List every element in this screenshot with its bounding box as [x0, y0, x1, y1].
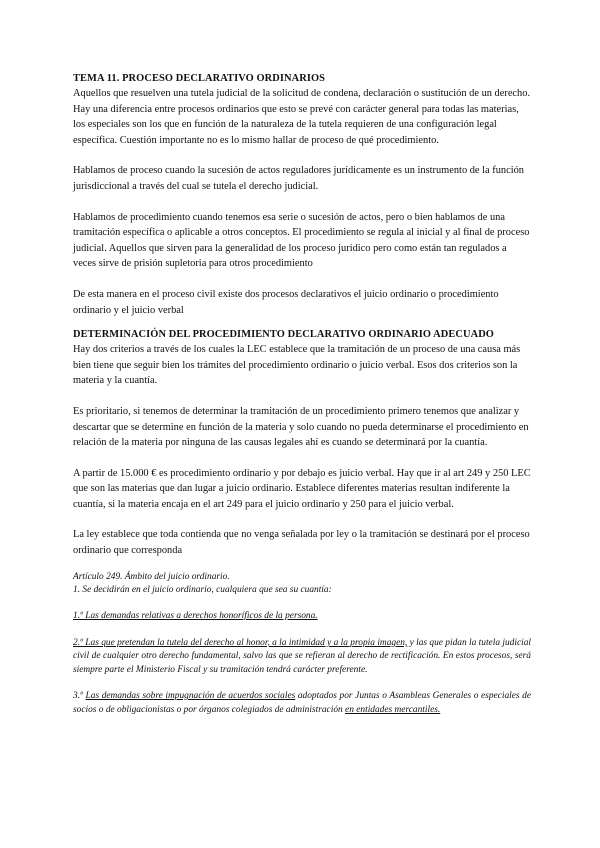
paragraph-definition: Aquellos que resuelven una tutela judicial de la solicitud de condena, declaración o sustitución de un derecho.	[73, 88, 531, 99]
paragraph-proceso: Hablamos de proceso cuando la sucesión de actos reguladores jurídicamente es un instrumento de la función jurisdiccional a través del cual se tutela el derecho judicial.	[73, 165, 524, 192]
section-title-determinacion: DETERMINACIÓN DEL PROCEDIMIENTO DECLARATIVO ORDINARIO ADECUADO	[73, 329, 494, 341]
article-249-heading: Artículo 249. Ámbito del juicio ordinario.	[73, 571, 230, 582]
paragraph-declarative-processes: De esta manera en el proceso civil existe dos procesos declarativos el juicio ordinario o procedimiento ordinario y el juicio verbal	[73, 288, 499, 316]
article-249-item-2-underlined: 2.º Las que pretendan la tutela del derecho al honor, a la intimidad y a la propia imagen,	[73, 637, 408, 648]
section-title-tema-11: TEMA 11. PROCESO DECLARATIVO ORDINARIOS	[73, 73, 326, 84]
article-249-item-3-text: adoptados por Juntas o Asambleas Generales o especiales de socios o de obligacionistas o por órganos colegiados de administración	[73, 691, 532, 715]
article-249-item-3-underlined-end: en entidades mercantiles.	[345, 704, 441, 715]
paragraph-procedimiento: Hablamos de procedimiento cuando tenemos esa serie o sucesión de actos, pero o bien hablamos de una tramitación específica o aplicable a otros conceptos. El procedimiento se regula al inicial y al final de proceso judicial. Aquellos que sirven para la generalidad de los proceso jurídico pero como están tan regulados a veces sirve de prisión supletoria para otros procedimiento	[73, 211, 530, 270]
article-249-item-2-text: y las que pidan la tutela judicial civil de cualquier otro derecho fundamental, salvo las que se refieran al derecho de rectificación. En estos procesos, será siempre parte el Ministerio Fiscal y su tramitación tendrá carácter preferente.	[73, 637, 532, 675]
article-249-item-3-underlined: Las demandas sobre impugnación de acuerdos sociales	[85, 691, 296, 702]
paragraph-priority: Es prioritario, si tenemos de determinar la tramitación de un procedimiento primero tenemos que analizar y descartar que se determine en función de la materia y solo cuando no pueda determinarse el procedimiento en relación de la materia por ninguna de las causas legales ahí es cuando se determinará por la cuantía.	[73, 405, 529, 449]
document-page	[73, 72, 531, 717]
paragraph-amount-threshold: A partir de 15.000 € es procedimiento ordinario y por debajo es juicio verbal. Hay que ir al art 249 y 250 LEC que son las materias que dan lugar a juicio ordinario. Establece diferentes materias resultan indiferente la cuantía, si la materia encaja en el art 249 para el juicio ordinario y 250 para el juicio verbal.	[73, 467, 531, 510]
article-249-intro: 1. Se decidirán en el juicio ordinario, cualquiera que sea su cuantía:	[73, 585, 332, 596]
article-249-item-3	[73, 690, 531, 717]
article-249-item-3-number: 3.º	[73, 691, 86, 702]
article-249-item-2	[73, 637, 531, 677]
paragraph-ordinary-vs-special: Hay una diferencia entre procesos ordinarios que esto se prevé con carácter general para todas las materias, los especiales son los que en función de la naturaleza de la tutela requieren de una configuración legal específica. Cuestión importante no es lo mismo hallar de proceso de qué procedimiento.	[73, 103, 519, 146]
article-249-item-1: 1.º Las demandas relativas a derechos honoríficos de la persona.	[73, 611, 318, 622]
paragraph-default-procedure: La ley establece que toda contienda que no venga señalada por ley o la tramitación se destinará por el proceso ordinario que corresponda	[73, 529, 530, 557]
paragraph-criteria: Hay dos criterios a través de los cuales la LEC establece que la tramitación de un proceso de una causa más bien tiene que seguir bien los trámites del procedimiento ordinario o juicio verbal. Esos dos criterios son la materia y la cuantía.	[73, 344, 521, 387]
